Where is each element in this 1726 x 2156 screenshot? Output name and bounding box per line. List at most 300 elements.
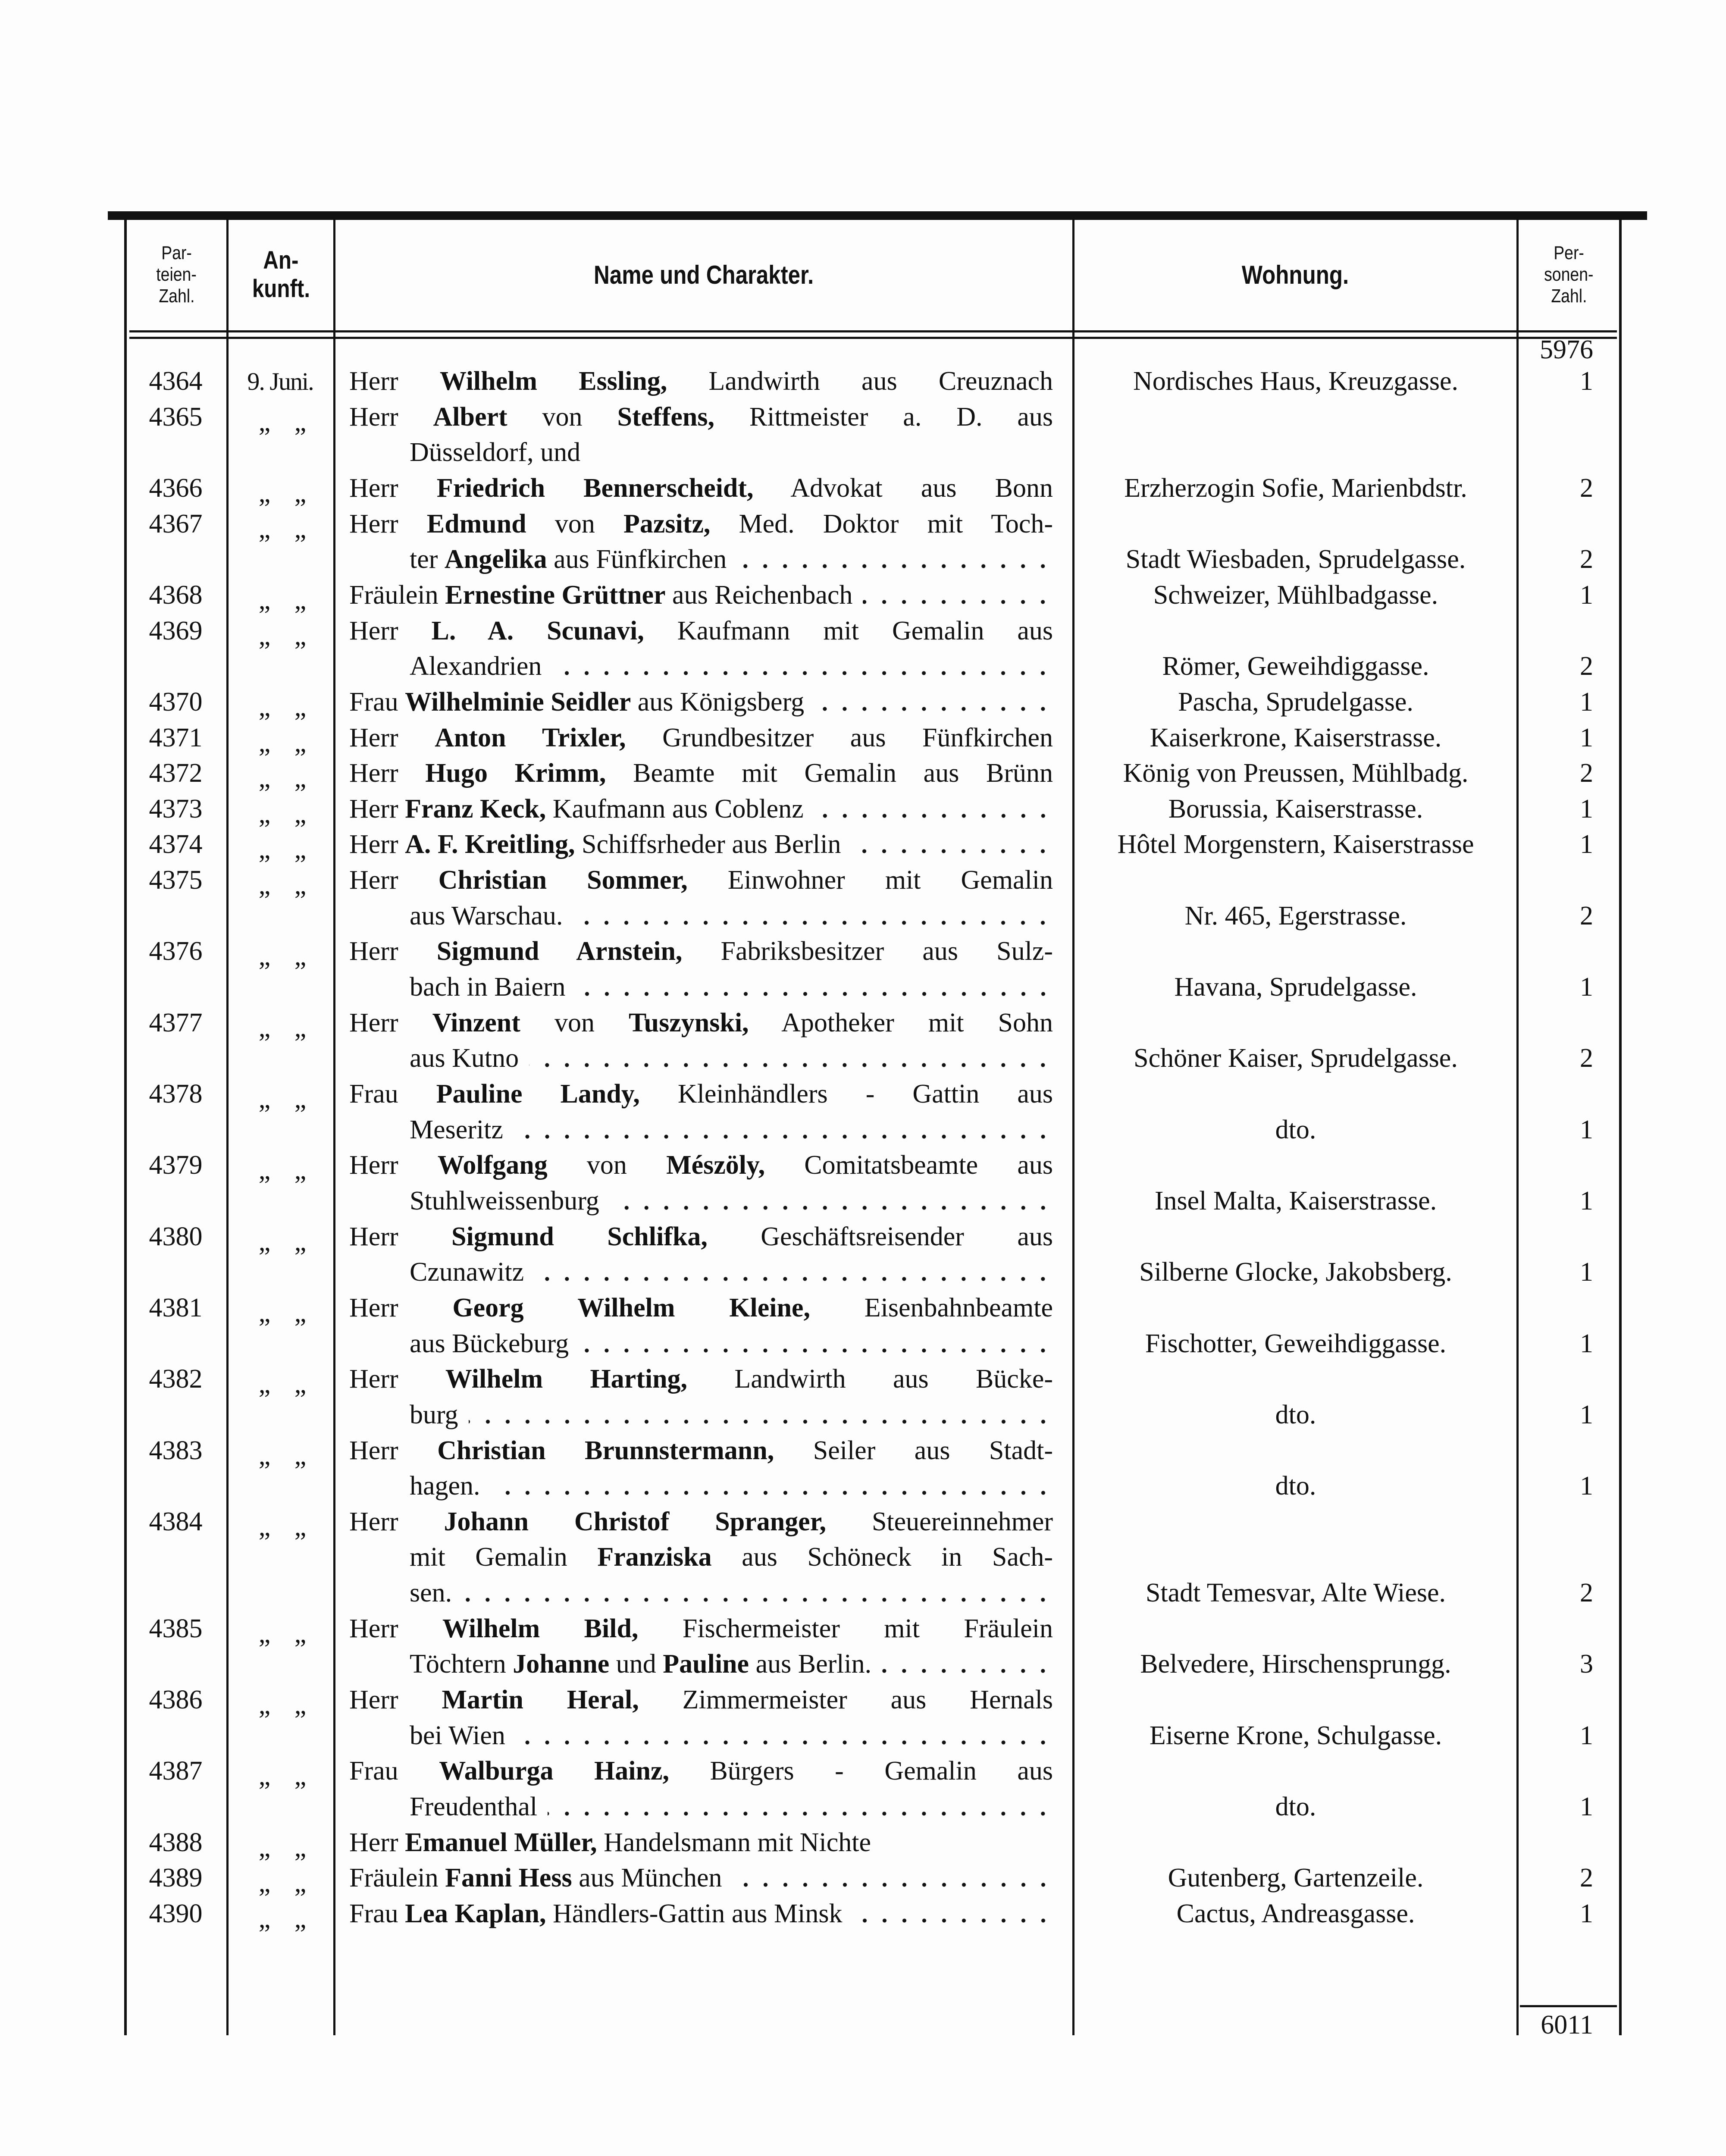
description-text: bach in Baiern bbox=[410, 972, 566, 1002]
description-text: Herr bbox=[349, 758, 398, 788]
residence: dto. bbox=[1275, 1115, 1316, 1144]
description-text: Fräulein bbox=[349, 580, 439, 610]
ditto-mark: „ „ bbox=[258, 514, 307, 544]
arrival-date: 9. Juni. bbox=[247, 367, 313, 395]
ditto-mark: „ „ bbox=[258, 1619, 307, 1648]
party-number: 4369 bbox=[149, 616, 203, 646]
name-line bbox=[410, 1254, 1053, 1290]
ditto-mark: „ „ bbox=[258, 478, 307, 508]
dot-leader bbox=[573, 898, 1053, 934]
name-line bbox=[410, 1397, 1053, 1433]
description-text: Bürgers - Gemalin aus bbox=[710, 1756, 1053, 1786]
persons-count: 1 bbox=[1580, 1115, 1593, 1144]
header-name-character bbox=[335, 221, 1072, 329]
top-thick-rule bbox=[108, 211, 1647, 220]
person-name: Mészöly, bbox=[666, 1150, 765, 1180]
description-text: Grundbesitzer aus Fünfkirchen bbox=[662, 723, 1053, 752]
header-line: sonen- bbox=[1544, 264, 1594, 285]
header-line: Zahl. bbox=[158, 285, 195, 307]
party-number: 4365 bbox=[149, 402, 203, 432]
dot-leader bbox=[814, 684, 1053, 720]
party-number: 4388 bbox=[149, 1827, 203, 1857]
person-name: Friedrich Bennerscheidt, bbox=[436, 473, 754, 503]
party-number: 4370 bbox=[149, 687, 203, 717]
description-text: Alexandrien bbox=[410, 652, 542, 681]
person-name: Wilhelm Essling, bbox=[439, 367, 667, 396]
residence: Eiserne Krone, Schulgasse. bbox=[1149, 1720, 1442, 1750]
dot-leader bbox=[514, 1112, 1053, 1148]
name-line bbox=[349, 862, 1053, 898]
description-text: aus München bbox=[579, 1863, 722, 1893]
ditto-mark: „ „ bbox=[258, 692, 307, 722]
description-text: Geschäftsreisender aus bbox=[761, 1222, 1053, 1251]
dot-leader bbox=[516, 1718, 1053, 1754]
persons-count: 2 bbox=[1580, 473, 1593, 503]
table-left-border bbox=[124, 218, 127, 2035]
party-number: 4376 bbox=[149, 937, 203, 966]
header-line: kunft. bbox=[252, 275, 310, 303]
residence: Havana, Sprudelgasse. bbox=[1174, 972, 1417, 1002]
description-text: Herr bbox=[349, 1150, 398, 1180]
persons-count: 1 bbox=[1580, 1257, 1593, 1287]
name-line bbox=[349, 791, 1053, 827]
description-text: Händlers-Gattin aus Minsk bbox=[552, 1899, 843, 1928]
person-name: Pauline bbox=[663, 1649, 749, 1679]
description-text: Frau bbox=[349, 1899, 398, 1928]
ditto-mark: „ „ bbox=[258, 1084, 307, 1114]
description-text: Stuhlweissenburg bbox=[410, 1186, 599, 1216]
party-number: 4366 bbox=[149, 473, 203, 503]
description-text: Med. Doktor mit Toch- bbox=[739, 509, 1053, 539]
description-text: Fabriksbesitzer aus Sulz- bbox=[720, 937, 1053, 966]
name-line bbox=[349, 1433, 1053, 1469]
description-text: Landwirth aus Bücke- bbox=[734, 1364, 1053, 1394]
name-line bbox=[410, 435, 1053, 470]
description-text: aus Königsberg bbox=[637, 687, 805, 717]
person-name: Fanni Hess bbox=[445, 1863, 572, 1893]
name-line bbox=[349, 1361, 1053, 1397]
description-text: von bbox=[554, 1008, 595, 1037]
person-name: Christian Sommer, bbox=[438, 865, 688, 895]
party-number: 4382 bbox=[149, 1364, 203, 1394]
ditto-mark: „ „ bbox=[258, 1690, 307, 1720]
header-arrival bbox=[229, 221, 333, 329]
person-name: Vinzent bbox=[432, 1008, 520, 1037]
residence: Hôtel Morgenstern, Kaiserstrasse bbox=[1117, 830, 1474, 859]
description-text: Freudenthal bbox=[410, 1792, 538, 1821]
dot-leader bbox=[863, 577, 1053, 613]
description-text: Kleinhändlers - Gattin aus bbox=[677, 1079, 1053, 1109]
ditto-mark: „ „ bbox=[258, 621, 307, 651]
header-party-number bbox=[127, 221, 226, 329]
persons-count: 1 bbox=[1580, 687, 1593, 717]
description-text: Herr bbox=[349, 509, 398, 539]
residence: König von Preussen, Mühlbadg. bbox=[1123, 758, 1469, 788]
dot-leader bbox=[853, 1896, 1053, 1932]
ditto-mark: „ „ bbox=[258, 764, 307, 793]
carry-over-count: 5976 bbox=[1540, 335, 1593, 364]
residence: Pascha, Sprudelgasse. bbox=[1178, 687, 1413, 717]
name-line bbox=[410, 969, 1053, 1005]
description-text: Beamte mit Gemalin aus Brünn bbox=[633, 758, 1053, 788]
name-line bbox=[349, 755, 1053, 791]
persons-count: 1 bbox=[1580, 1329, 1593, 1358]
ditto-mark: „ „ bbox=[258, 407, 307, 437]
description-text: Herr bbox=[349, 1614, 398, 1643]
party-number: 4368 bbox=[149, 580, 203, 610]
name-line bbox=[410, 1112, 1053, 1148]
party-number: 4389 bbox=[149, 1863, 203, 1893]
description-text: sen. bbox=[410, 1578, 452, 1608]
header-line: Zahl. bbox=[1551, 285, 1587, 307]
column-divider bbox=[333, 218, 335, 2035]
person-name: Ernestine Grüttner bbox=[445, 580, 666, 610]
person-name: Franziska bbox=[597, 1542, 712, 1572]
person-name: Wilhelminie Seidler bbox=[405, 687, 631, 717]
name-line bbox=[410, 1040, 1053, 1076]
residence: dto. bbox=[1275, 1400, 1316, 1429]
description-text: Comitatsbeamte aus bbox=[804, 1150, 1053, 1180]
persons-count: 1 bbox=[1580, 1720, 1593, 1750]
description-text: ter bbox=[410, 545, 438, 574]
person-name: Albert bbox=[433, 402, 507, 432]
dot-leader bbox=[462, 1575, 1053, 1611]
party-number: 4386 bbox=[149, 1685, 203, 1715]
residence: Kaiserkrone, Kaiserstrasse. bbox=[1150, 723, 1442, 752]
name-line bbox=[349, 399, 1053, 435]
description-text: Herr bbox=[349, 794, 398, 824]
table-right-border bbox=[1619, 218, 1622, 2035]
dot-leader bbox=[576, 969, 1053, 1005]
description-text: Herr bbox=[349, 937, 398, 966]
description-text: Steuereinnehmer bbox=[871, 1507, 1053, 1536]
person-name: Franz Keck, bbox=[405, 794, 546, 824]
persons-count: 1 bbox=[1580, 580, 1593, 610]
description-text: Herr bbox=[349, 367, 398, 396]
column-divider bbox=[1072, 218, 1074, 2035]
name-line bbox=[349, 1682, 1053, 1718]
header-line: teien- bbox=[156, 264, 197, 285]
description-text: Landwirth aus Creuznach bbox=[708, 367, 1053, 396]
person-name: Tuszynski, bbox=[628, 1008, 749, 1037]
name-line bbox=[410, 898, 1053, 934]
description-text: Frau bbox=[349, 1756, 398, 1786]
name-line bbox=[349, 720, 1053, 756]
party-number: 4379 bbox=[149, 1150, 203, 1180]
header-line: Wohnung. bbox=[1242, 260, 1349, 289]
party-number: 4377 bbox=[149, 1008, 203, 1037]
person-name: L. A. Scunavi, bbox=[431, 616, 644, 646]
description-text: Advokat aus Bonn bbox=[790, 473, 1053, 503]
name-line bbox=[349, 506, 1053, 542]
person-name: Lea Kaplan, bbox=[405, 1899, 546, 1928]
name-line bbox=[349, 827, 1053, 862]
person-name: Sigmund Arnstein, bbox=[436, 937, 683, 966]
description-text: Fräulein bbox=[349, 1863, 439, 1893]
persons-count: 1 bbox=[1580, 830, 1593, 859]
description-text: aus Reichenbach bbox=[672, 580, 853, 610]
party-number: 4373 bbox=[149, 794, 203, 824]
party-number: 4378 bbox=[149, 1079, 203, 1109]
residence: Insel Malta, Kaiserstrasse. bbox=[1154, 1186, 1437, 1216]
description-text: Frau bbox=[349, 1079, 398, 1109]
description-text: Meseritz bbox=[410, 1115, 503, 1144]
description-text: Herr bbox=[349, 1364, 398, 1394]
person-name: Wolfgang bbox=[437, 1150, 548, 1180]
ditto-mark: „ „ bbox=[258, 1904, 307, 1934]
residence: Stadt Temesvar, Alte Wiese. bbox=[1145, 1578, 1446, 1608]
column-divider bbox=[1516, 218, 1519, 2035]
name-line bbox=[349, 577, 1053, 613]
ditto-mark: „ „ bbox=[258, 1868, 307, 1898]
persons-count: 1 bbox=[1580, 1792, 1593, 1821]
header-double-rule-bottom bbox=[129, 337, 1617, 339]
ditto-mark: „ „ bbox=[258, 1441, 307, 1470]
description-text: Herr bbox=[349, 830, 398, 859]
description-text: Kaufmann aus Coblenz bbox=[552, 794, 804, 824]
name-line bbox=[410, 1468, 1053, 1504]
dot-leader bbox=[548, 1789, 1053, 1825]
person-name: Christian Brunnstermann, bbox=[437, 1435, 774, 1465]
person-name: Anton Trixler, bbox=[435, 723, 626, 752]
person-name: Pazsitz, bbox=[623, 509, 711, 539]
person-name: Pauline Landy, bbox=[436, 1079, 640, 1109]
residence: Nr. 465, Egerstrasse. bbox=[1184, 901, 1407, 931]
person-name: Sigmund Schlifka, bbox=[451, 1222, 708, 1251]
description-text: Herr bbox=[349, 1008, 398, 1037]
person-name: Steffens, bbox=[617, 402, 715, 432]
description-text: aus Warschau. bbox=[410, 901, 563, 931]
description-text: von bbox=[542, 402, 583, 432]
name-line bbox=[349, 364, 1053, 399]
ditto-mark: „ „ bbox=[258, 1512, 307, 1542]
party-number: 4385 bbox=[149, 1614, 203, 1643]
persons-count: 2 bbox=[1580, 545, 1593, 574]
persons-count: 1 bbox=[1580, 367, 1593, 396]
header-persons-count bbox=[1519, 221, 1619, 329]
party-number: 4390 bbox=[149, 1899, 203, 1928]
name-line bbox=[410, 1539, 1053, 1575]
name-line bbox=[349, 1076, 1053, 1112]
name-line bbox=[349, 1290, 1053, 1326]
description-text: Herr bbox=[349, 616, 398, 646]
name-line bbox=[410, 1646, 1053, 1682]
description-text: Herr bbox=[349, 1222, 398, 1251]
name-line bbox=[349, 1860, 1053, 1896]
name-line bbox=[410, 1575, 1053, 1611]
name-line bbox=[349, 613, 1053, 649]
description-text: Kaufmann mit Gemalin aus bbox=[677, 616, 1053, 646]
dot-leader bbox=[529, 1040, 1053, 1076]
description-text: Einwohner mit Gemalin bbox=[727, 865, 1053, 895]
person-name: Wilhelm Bild, bbox=[442, 1614, 639, 1643]
description-text: Frau bbox=[349, 687, 398, 717]
dot-leader bbox=[534, 1254, 1053, 1290]
dot-leader bbox=[814, 791, 1053, 827]
ditto-mark: „ „ bbox=[258, 1298, 307, 1328]
description-text: aus Bückeburg bbox=[410, 1329, 569, 1358]
column-divider bbox=[226, 218, 229, 2035]
description-text: Schiffsrheder aus Berlin bbox=[582, 830, 841, 859]
residence: Nordisches Haus, Kreuzgasse. bbox=[1133, 367, 1459, 396]
name-line bbox=[349, 934, 1053, 969]
description-text: hagen. bbox=[410, 1471, 480, 1501]
residence: Cactus, Andreasgasse. bbox=[1176, 1899, 1415, 1928]
description-text: von bbox=[586, 1150, 627, 1180]
name-line bbox=[410, 1789, 1053, 1825]
ditto-mark: „ „ bbox=[258, 1369, 307, 1399]
name-line bbox=[349, 1825, 1053, 1861]
person-name: Wilhelm Harting, bbox=[445, 1364, 688, 1394]
dot-leader bbox=[469, 1397, 1053, 1433]
ditto-mark: „ „ bbox=[258, 1761, 307, 1791]
description-text: Handelsmann mit Nichte bbox=[604, 1827, 871, 1857]
header-double-rule-top bbox=[129, 330, 1617, 332]
residence: Fischotter, Geweihdiggasse. bbox=[1145, 1329, 1447, 1358]
ditto-mark: „ „ bbox=[258, 1156, 307, 1185]
description-text: Zimmermeister aus Hernals bbox=[682, 1685, 1053, 1715]
residence: Schweizer, Mühlbadgasse. bbox=[1153, 580, 1438, 610]
description-text: aus Kutno bbox=[410, 1044, 519, 1073]
party-number: 4372 bbox=[149, 758, 203, 788]
persons-count: 1 bbox=[1580, 1186, 1593, 1216]
ditto-mark: „ „ bbox=[258, 835, 307, 865]
residence: dto. bbox=[1275, 1792, 1316, 1821]
ditto-mark: „ „ bbox=[258, 585, 307, 615]
person-name: Johann Christof Spranger, bbox=[444, 1507, 827, 1536]
description-text: Düsseldorf, und bbox=[410, 438, 581, 467]
residence: Erzherzogin Sofie, Marienbdstr. bbox=[1124, 473, 1467, 503]
person-name: Emanuel Müller, bbox=[405, 1827, 597, 1857]
name-line bbox=[349, 1147, 1053, 1183]
persons-count: 2 bbox=[1580, 1578, 1593, 1608]
persons-count: 1 bbox=[1580, 794, 1593, 824]
description-text: Czunawitz bbox=[410, 1257, 524, 1287]
party-number: 4371 bbox=[149, 723, 203, 752]
person-name: Johanne bbox=[513, 1649, 610, 1679]
person-name: Walburga Hainz, bbox=[439, 1756, 669, 1786]
description-text: Herr bbox=[349, 1435, 398, 1465]
description-text: Herr bbox=[349, 865, 398, 895]
name-line bbox=[410, 1326, 1053, 1362]
name-line bbox=[349, 1219, 1053, 1255]
dot-leader bbox=[882, 1646, 1053, 1682]
name-line bbox=[349, 470, 1053, 506]
party-number: 4381 bbox=[149, 1293, 203, 1322]
residence: Borussia, Kaiserstrasse. bbox=[1168, 794, 1423, 824]
description-text: und bbox=[616, 1649, 656, 1679]
total-count: 6011 bbox=[1541, 2010, 1593, 2040]
persons-count: 2 bbox=[1580, 901, 1593, 931]
description-text: Herr bbox=[349, 402, 398, 432]
description-text: Herr bbox=[349, 1507, 398, 1536]
name-line bbox=[410, 649, 1053, 684]
persons-count: 1 bbox=[1580, 1471, 1593, 1501]
name-line bbox=[349, 1753, 1053, 1789]
description-text: Herr bbox=[349, 1685, 398, 1715]
residence: dto. bbox=[1275, 1471, 1316, 1501]
persons-count: 2 bbox=[1580, 1863, 1593, 1893]
persons-count: 1 bbox=[1580, 972, 1593, 1002]
header-line: Par- bbox=[161, 242, 192, 263]
header-line: An- bbox=[263, 246, 299, 274]
ditto-mark: „ „ bbox=[258, 942, 307, 971]
dot-leader bbox=[733, 1860, 1053, 1896]
header-line: Per- bbox=[1554, 242, 1584, 263]
persons-count: 1 bbox=[1580, 1400, 1593, 1429]
name-line bbox=[349, 1005, 1053, 1041]
person-name: A. F. Kreitling, bbox=[405, 830, 575, 859]
persons-count: 1 bbox=[1580, 723, 1593, 752]
ditto-mark: „ „ bbox=[258, 1833, 307, 1862]
description-text: Herr bbox=[349, 1827, 398, 1857]
person-name: Angelika bbox=[444, 545, 547, 574]
description-text: Töchtern bbox=[410, 1649, 506, 1679]
header-residence bbox=[1074, 221, 1516, 329]
name-line bbox=[410, 1183, 1053, 1219]
description-text: aus Berlin. bbox=[755, 1649, 872, 1679]
description-text: Rittmeister a. D. aus bbox=[749, 402, 1053, 432]
party-number: 4364 bbox=[149, 367, 203, 396]
residence: Gutenberg, Gartenzeile. bbox=[1168, 1863, 1424, 1893]
name-line bbox=[349, 1896, 1053, 1932]
description-text: Seiler aus Stadt- bbox=[813, 1435, 1053, 1465]
ditto-mark: „ „ bbox=[258, 871, 307, 900]
party-number: 4380 bbox=[149, 1222, 203, 1251]
ditto-mark: „ „ bbox=[258, 799, 307, 829]
person-name: Hugo Krimm, bbox=[425, 758, 606, 788]
description-text: Fischermeister mit Fräulein bbox=[682, 1614, 1053, 1643]
persons-count: 3 bbox=[1580, 1649, 1593, 1679]
residence: Römer, Geweihdiggasse. bbox=[1162, 652, 1429, 681]
name-line bbox=[349, 1611, 1053, 1647]
ditto-mark: „ „ bbox=[258, 728, 307, 758]
description-text: Eisenbahnbeamte bbox=[864, 1293, 1053, 1322]
residence: Schöner Kaiser, Sprudelgasse. bbox=[1134, 1044, 1458, 1073]
person-name: Edmund bbox=[426, 509, 526, 539]
party-number: 4384 bbox=[149, 1507, 203, 1536]
description-text: Apotheker mit Sohn bbox=[781, 1008, 1053, 1037]
name-line bbox=[410, 542, 1053, 577]
description-text: aus Fünfkirchen bbox=[554, 545, 727, 574]
description-text: aus Schöneck in Sach- bbox=[742, 1542, 1053, 1572]
person-name: Georg Wilhelm Kleine, bbox=[452, 1293, 810, 1322]
persons-count: 2 bbox=[1580, 758, 1593, 788]
dot-leader bbox=[851, 827, 1053, 862]
party-number: 4387 bbox=[149, 1756, 203, 1786]
name-line bbox=[349, 684, 1053, 720]
description-text: Herr bbox=[349, 1293, 398, 1322]
residence: Belvedere, Hirschensprungg. bbox=[1140, 1649, 1451, 1679]
description-text: von bbox=[554, 509, 595, 539]
persons-count: 1 bbox=[1580, 1899, 1593, 1928]
dot-leader bbox=[579, 1326, 1053, 1362]
description-text: Herr bbox=[349, 723, 398, 752]
ditto-mark: „ „ bbox=[258, 1013, 307, 1043]
persons-count: 2 bbox=[1580, 652, 1593, 681]
ditto-mark: „ „ bbox=[258, 1227, 307, 1257]
description-text: Herr bbox=[349, 473, 398, 503]
person-name: Martin Heral, bbox=[442, 1685, 639, 1715]
dot-leader bbox=[491, 1468, 1053, 1504]
party-number: 4367 bbox=[149, 509, 203, 539]
header-line: Name und Charakter. bbox=[594, 260, 814, 289]
party-number: 4374 bbox=[149, 830, 203, 859]
party-number: 4375 bbox=[149, 865, 203, 895]
party-number: 4383 bbox=[149, 1435, 203, 1465]
dot-leader bbox=[610, 1183, 1053, 1219]
description-text: bei Wien bbox=[410, 1720, 505, 1750]
